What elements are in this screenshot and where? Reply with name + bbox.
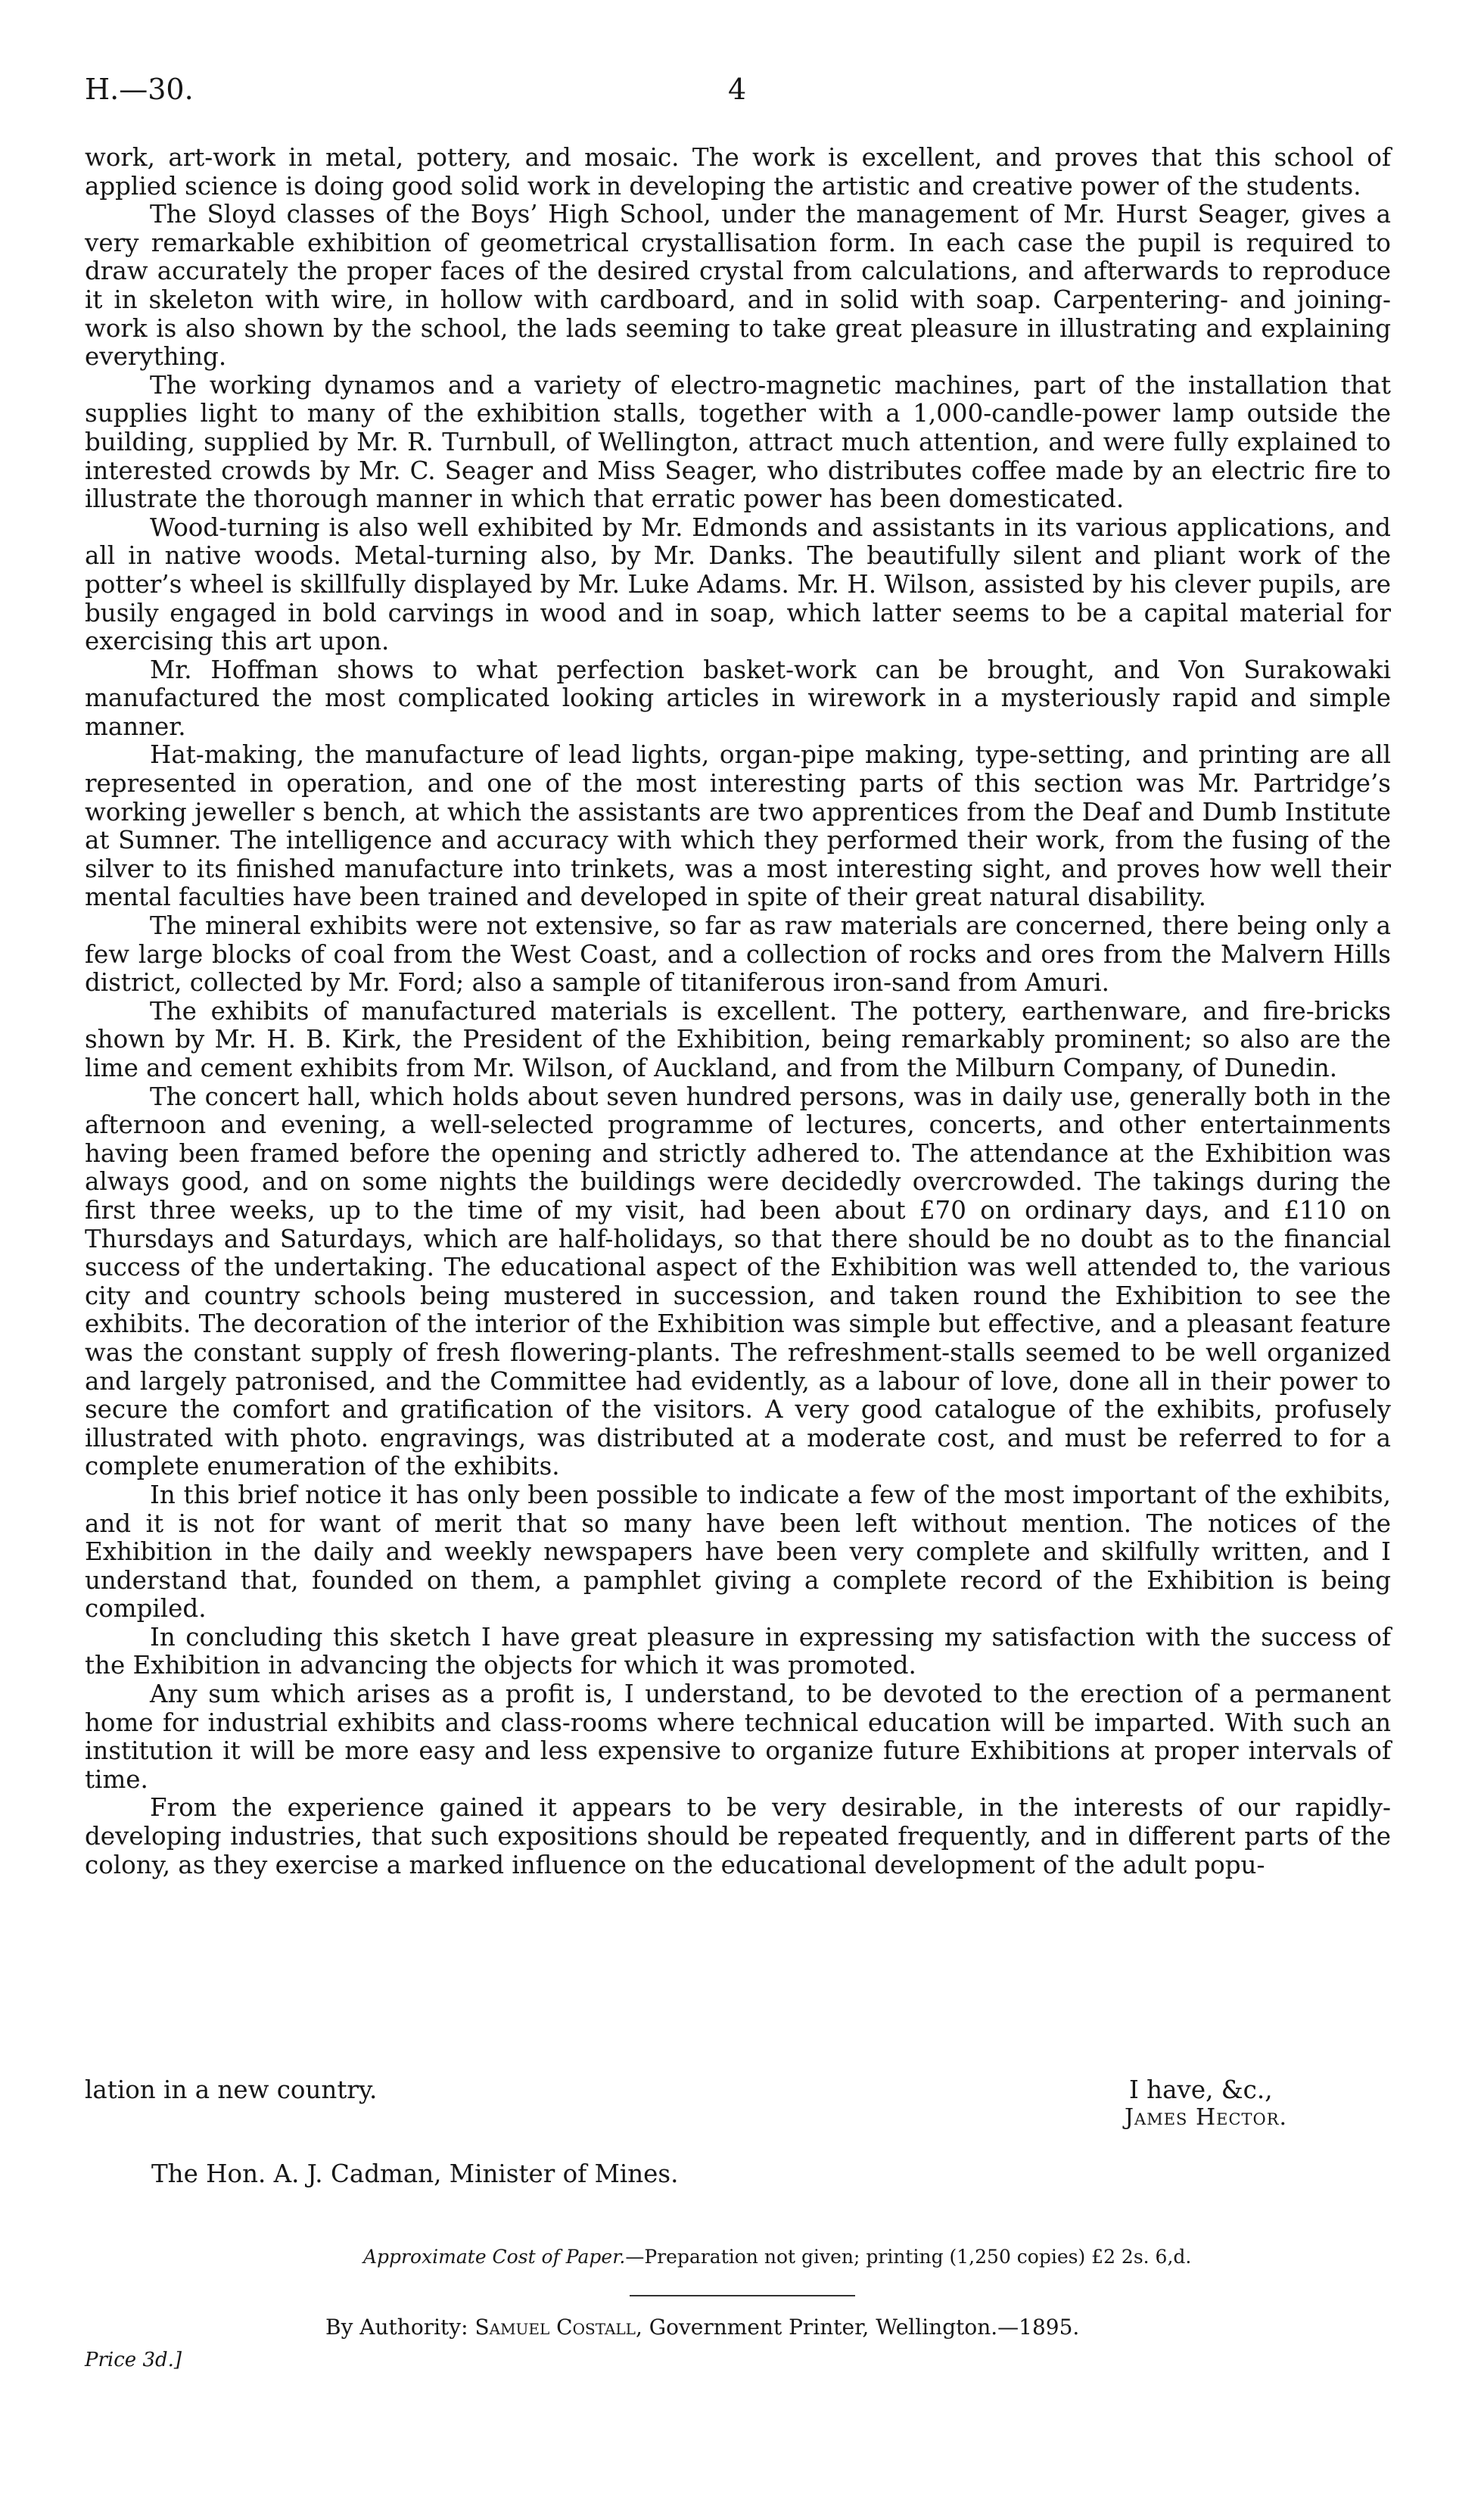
paragraph: The Sloyd classes of the Boys’ High School, under the management of Mr. Hurst Seager, gives a very remarkable exhibition of geometrical crystallisation form. In each case the pupil is required to draw accurately the proper faces of the desired crystal from calculations, and afterwards to reproduce it in skeleton with wire, in hollow with cardboard, and in solid with soap. Carpentering- and joining-work is also shown by the school, the lads seeming to take great pleasure in illustrating and explaining everything.	[85, 200, 1391, 372]
closing-line	[85, 2075, 1391, 2104]
paragraph: From the experience gained it appears to be very desirable, in the interests of our rapidly-developing industries, that such expositions should be repeated frequently, and in different parts of the colony, as they exercise a marked influence on the educational development of the adult popu-	[85, 1793, 1391, 1879]
imprint-prefix: By Authority:	[325, 2315, 475, 2340]
page-number: 4	[728, 73, 747, 106]
paragraph: The exhibits of manufactured materials is excellent. The pottery, earthenware, and fire-bricks shown by Mr. H. B. Kirk, the President of the Exhibition, being remarkably prominent; so also are the lime and cement exhibits from Mr. Wilson, of Auckland, and from the Milburn Company, of Dunedin.	[85, 996, 1391, 1082]
divider	[630, 2295, 855, 2296]
cost-note-label: Approximate Cost of Paper.	[363, 2246, 626, 2268]
paragraph: The concert hall, which holds about seven hundred persons, was in daily use, generally both in the afternoon and evening, a well-selected programme of lectures, concerts, and other entertainments having been framed before the opening and strictly adhered to. The attendance at the Exhibition was always good, and on some nights the buildings were decidedly overcrowded. The takings during the first three weeks, up to the time of my visit, had been about £70 on ordinary days, and £110 on Thursdays and Saturdays, which are half-holidays, so that there should be no doubt as to the financial success of the undertaking. The educational aspect of the Exhibition was well attended to, the various city and country schools being mustered in succession, and taken round the Exhibition to see the exhibits. The decoration of the interior of the Exhibition was simple but effective, and a pleasant feature was the constant supply of fresh flowering-plants. The refreshment-stalls seemed to be well organized and largely patronised, and the Committee had evidently, as a labour of love, done all in their power to secure the comfort and gratification of the visitors. A very good catalogue of the exhibits, profusely illustrated with photo. engravings, was distributed at a moderate cost, and must be referred to for a complete enumeration of the exhibits.	[85, 1082, 1391, 1481]
paragraph: Mr. Hoffman shows to what perfection basket-work can be brought, and Von Surakowaki manufactured the most complicated looking articles in wirework in a mysteriously rapid and simple manner.	[85, 655, 1391, 741]
paragraph: Hat-making, the manufacture of lead lights, organ-pipe making, type-setting, and printing are all represented in operation, and one of the most interesting parts of this section was Mr. Partridge’s working jeweller s bench, at which the assistants are two apprentices from the Deaf and Dumb Institute at Sumner. The intelligence and accuracy with which they performed their work, from the fusing of the silver to its finished manufacture into trinkets, was a most interesting sight, and proves how well their mental faculties have been trained and developed in spite of their great natural disability.	[85, 740, 1391, 912]
imprint-suffix: , Government Printer, Wellington.—1895.	[635, 2315, 1080, 2340]
paragraph: The mineral exhibits were not extensive, so far as raw materials are concerned, there being only a few large blocks of coal from the West Coast, and a collection of rocks and ores from the Malvern Hills district, collected by Mr. Ford; also a sample of titaniferous iron-sand from Amuri.	[85, 911, 1391, 998]
paragraph: work, art-work in metal, pottery, and mosaic. The work is excellent, and proves that this school of applied science is doing good solid work in developing the artistic and creative power of the students.	[85, 143, 1391, 201]
body-text	[85, 144, 1391, 1879]
printer-imprint	[325, 2315, 1079, 2340]
document-reference: H.—30.	[85, 73, 194, 106]
page-header	[85, 73, 1399, 118]
paragraph-final-line: lation in a new country.	[85, 2075, 378, 2104]
paragraph: Any sum which arises as a profit is, I understand, to be devoted to the erection of a permanent home for industrial exhibits and class-rooms where technical education will be imparted. With such an institution it will be more easy and less expensive to organize future Exhibitions at proper intervals of time.	[85, 1680, 1391, 1794]
paragraph: Wood-turning is also well exhibited by Mr. Edmonds and assistants in its various applications, and all in native woods. Metal-turning also, by Mr. Danks. The beautifully silent and pliant work of the potter’s wheel is skillfully displayed by Mr. Luke Adams. Mr. H. Wilson, assisted by his clever pupils, are busily engaged in bold carvings in wood and in soap, which latter seems to be a capital material for exercising this art upon.	[85, 512, 1391, 656]
paragraph: In this brief notice it has only been possible to indicate a few of the most important of the exhibits, and it is not for want of merit that so many have been left without mention. The notices of the Exhibition in the daily and weekly newspapers have been very complete and skilfully written, and I understand that, founded on them, a pamphlet giving a complete record of the Exhibition is being compiled.	[85, 1480, 1391, 1624]
printer-name: Samuel Costall	[474, 2315, 636, 2340]
addressee: The Hon. A. J. Cadman, Minister of Mines.	[151, 2159, 679, 2188]
cost-note-text: —Preparation not given; printing (1,250 copies) £2 2s. 6,d.	[625, 2246, 1192, 2268]
paragraph: The working dynamos and a variety of electro-magnetic machines, part of the installation that supplies light to many of the exhibition stalls, together with a 1,000-candle-power lamp outside the building, supplied by Mr. R. Turnbull, of Wellington, attract much attention, and were fully explained to interested crowds by Mr. C. Seager and Miss Seager, who distributes coffee made by an electric fire to illustrate the thorough manner in which that erratic power has been domesticated.	[85, 370, 1391, 514]
price: Price 3d.]	[85, 2349, 182, 2371]
paragraph: In concluding this sketch I have great pleasure in expressing my satisfaction with the success of the Exhibition in advancing the objects for which it was promoted.	[85, 1622, 1391, 1680]
cost-note	[363, 2246, 1191, 2268]
closing-phrase: I have, &c.,	[1129, 2075, 1273, 2104]
signature: James Hector.	[1125, 2104, 1288, 2131]
